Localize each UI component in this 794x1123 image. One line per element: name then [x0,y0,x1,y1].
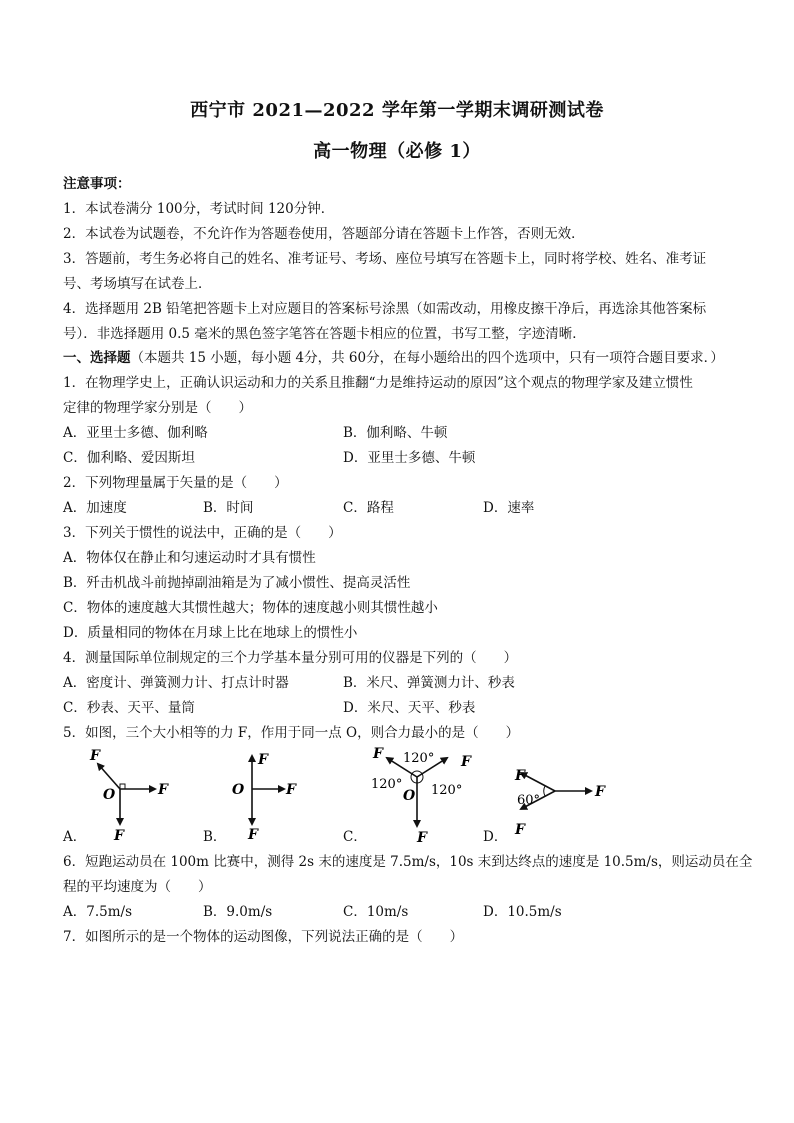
label-f-lower: F [114,828,124,844]
q6-option-c: C．10m/s [343,904,409,920]
q2-option-b: B．时间 [203,500,254,516]
label-f-upper: F [90,748,100,764]
note-3a: 3．答题前，考生务必将自己的姓名、准考证号、考场、座位号填写在答题卡上，同时将学校、姓名、准考证 [63,251,707,267]
label-f-lower: F [417,830,427,846]
q3-option-a: A．物体仅在静止和匀速运动时才具有惯性 [63,550,316,566]
label-angle: 60° [517,793,541,808]
label-f-right: F [158,782,168,798]
note-1: 1．本试卷满分 100分，考试时间 120分钟． [63,201,335,217]
q2-option-a: A．加速度 [63,500,127,516]
page-subtitle: 高一物理（必修 1） [313,141,481,162]
section-title: 一、选择题 [63,350,131,366]
q5-option-a: A． [63,829,87,845]
page-title: 西宁市 2021—2022 学年第一学期末调研测试卷 [190,100,604,121]
q5-figure-c [365,742,475,846]
label-o: O [403,788,416,804]
q6-option-b: B．9.0m/s [203,904,273,920]
angle-arc [544,786,545,796]
label-f-right: F [595,784,605,800]
q4-option-d: D．米尺、天平、秒表 [343,700,476,716]
force-arrow-upper [521,773,555,791]
q5-option-c: C． [343,829,367,845]
label-angle-left: 120° [371,777,403,792]
q1-option-b: B．伽利略、牛顿 [343,425,448,441]
notes-heading: 注意事项： [63,176,131,192]
q6-option-a: A．7.5m/s [63,904,132,920]
label-f-right: F [286,782,296,798]
q1-stem-line1: 1．在物理学史上，正确认识运动和力的关系且推翻“力是维持运动的原因”这个观点的物理学家及建立惯性 [63,375,693,391]
label-o: O [232,782,245,798]
label-f-lower: F [515,822,525,838]
q4-option-b: B．米尺、弹簧测力计、秒表 [343,675,515,691]
q1-stem-line2: 定律的物理学家分别是（ ） [63,400,252,416]
q3-option-d: D．质量相同的物体在月球上比在地球上的惯性小 [63,625,358,641]
note-4b: 号）．非选择题用 0.5 毫米的黑色签字笔答在答题卡相应的位置，书写工整，字迹清晰． [63,326,586,342]
label-f-upper: F [515,768,525,784]
q4-stem: 4．测量国际单位制规定的三个力学基本量分别可用的仪器是下列的（ ） [63,650,518,666]
label-o: O [103,787,116,803]
q4-option-c: C．秒表、天平、量筒 [63,700,195,716]
force-arrow-up-left [98,764,120,789]
label-f-down: F [248,827,258,843]
q2-stem: 2．下列物理量属于矢量的是（ ） [63,475,288,491]
q5-figure-b [222,744,322,844]
note-4a: 4．选择题用 2B 铅笔把答题卡上对应题目的答案标号涂黑（如需改动，用橡皮擦干净后，再选涂其他答案标 [63,301,707,317]
section-heading [63,349,724,367]
q5-option-b: B． [203,829,227,845]
q2-option-d: D．速率 [483,500,535,516]
q5-figure-d [505,746,615,842]
q4-option-a: A．密度计、弹簧测力计、打点计时器 [63,675,289,691]
label-f-up: F [258,752,268,768]
note-3b: 号、考场填写在试卷上． [63,276,212,292]
label-f-upper-left: F [373,746,383,762]
q2-option-c: C．路程 [343,500,394,516]
q1-option-d: D．亚里士多德、牛顿 [343,450,476,466]
q6-stem-line2: 程的平均速度为（ ） [63,879,212,895]
label-angle-top: 120° [403,751,435,766]
q6-stem-line1: 6．短跑运动员在 100m 比赛中，测得 2s 末的速度是 7.5m/s，10s 末到达终点的速度是 10.5m/s，则运动员在全 [63,854,753,870]
q5-option-d: D． [483,829,508,845]
label-f-upper-right: F [461,754,471,770]
q7-stem: 7．如图所示的是一个物体的运动图像，下列说法正确的是（ ） [63,929,464,945]
q3-stem: 3．下列关于惯性的说法中，正确的是（ ） [63,525,342,541]
q5-figure-a [80,744,180,844]
q1-option-a: A．亚里士多德、伽利略 [63,425,208,441]
q6-option-d: D．10.5m/s [483,904,562,920]
q3-option-c: C．物体的速度越大其惯性越大；物体的速度越小则其惯性越小 [63,600,438,616]
q5-stem: 5．如图，三个大小相等的力 F，作用于同一点 O，则合力最小的是（ ） [63,725,520,741]
q1-option-c: C．伽利略、爱因斯坦 [63,450,195,466]
note-2: 2．本试卷为试题卷，不允许作为答题卷使用，答题部分请在答题卡上作答，否则无效． [63,226,585,242]
section-description: （本题共 15 小题，每小题 4分，共 60分，在每小题给出的四个选项中，只有一项符合题目要求．） [130,350,724,366]
label-angle-right: 120° [431,783,463,798]
q3-option-b: B．歼击机战斗前抛掉副油箱是为了减小惯性、提高灵活性 [63,575,411,591]
